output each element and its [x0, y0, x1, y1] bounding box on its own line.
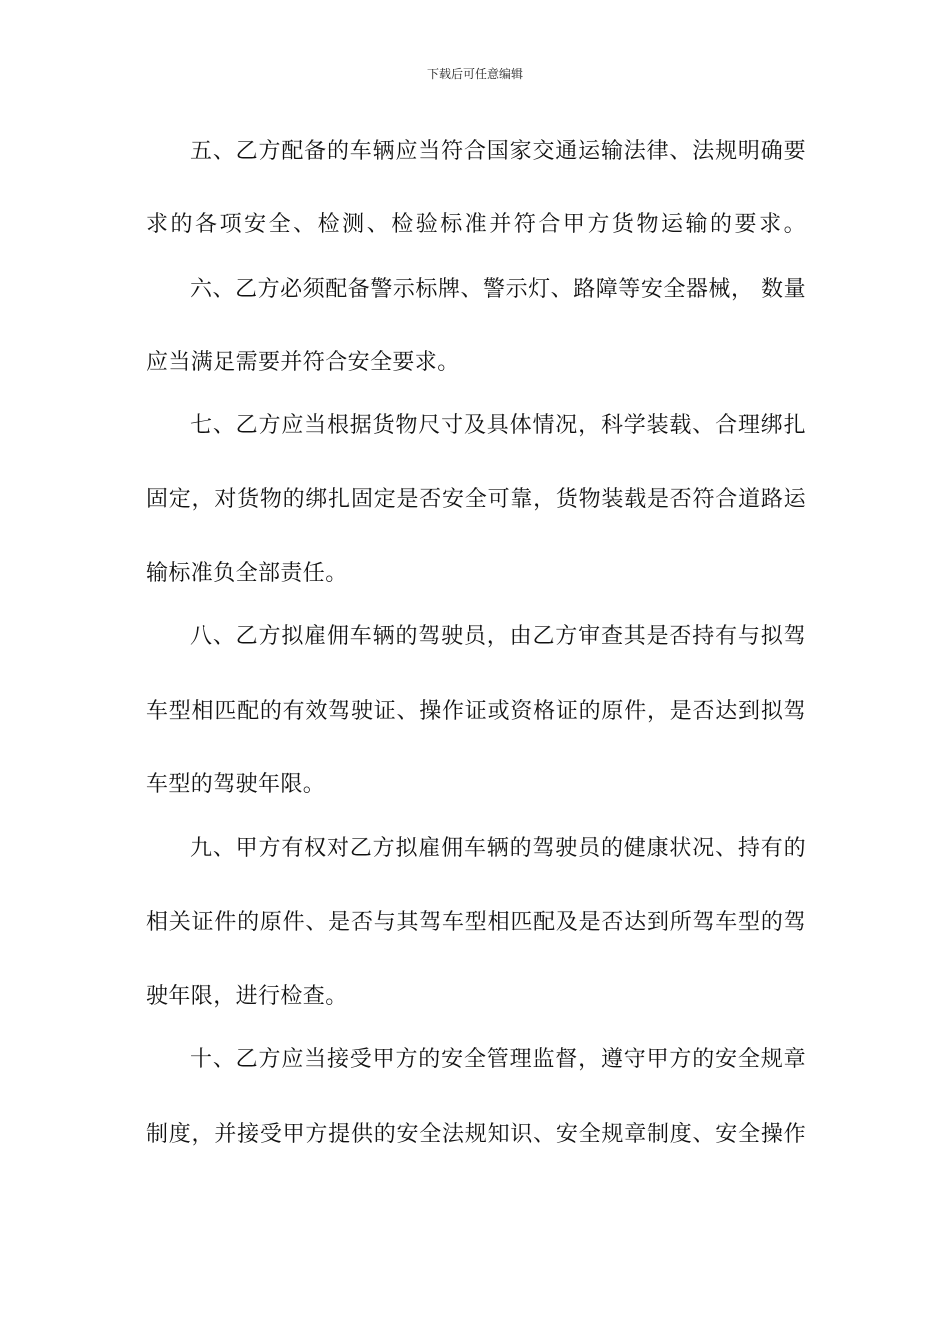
- paragraph-7-line-1: 七、乙方应当根据货物尺寸及具体情况，科学装载、合理绑扎: [190, 413, 806, 438]
- paragraph-10-line-2: 制度，并接受甲方提供的安全法规知识、安全规章制度、安全操作: [146, 1122, 806, 1147]
- header-note: 下载后可任意编辑: [426, 67, 523, 81]
- paragraph-9-line-2: 相关证件的原件、是否与其驾车型相匹配及是否达到所驾车型的驾: [146, 910, 806, 935]
- paragraph-8-line-3: 车型的驾驶年限。: [146, 772, 326, 797]
- paragraph-6-line-2: 应当满足需要并符合安全要求。: [146, 350, 460, 375]
- paragraph-8-line-2: 车型相匹配的有效驾驶证、操作证或资格证的原件，是否达到拟驾: [146, 699, 806, 724]
- paragraph-9-line-1: 九、甲方有权对乙方拟雇佣车辆的驾驶员的健康状况、持有的: [190, 836, 806, 861]
- paragraph-6-line-1: 六、乙方必须配备警示标牌、警示灯、路障等安全器械， 数量: [190, 277, 806, 302]
- paragraph-8-line-1: 八、乙方拟雇佣车辆的驾驶员，由乙方审查其是否持有与拟驾: [190, 624, 806, 649]
- paragraph-7-line-3: 输标准负全部责任。: [146, 561, 348, 586]
- paragraph-7-line-2: 固定，对货物的绑扎固定是否安全可靠，货物装载是否符合道路运: [146, 487, 806, 512]
- paragraph-9-line-3: 驶年限，进行检查。: [146, 984, 348, 1009]
- paragraph-5-line-1: 五、乙方配备的车辆应当符合国家交通运输法律、法规明确要: [190, 139, 806, 164]
- paragraph-5-line-2: 求的各项安全、检测、检验标准并符合甲方货物运输的要求。: [146, 212, 806, 237]
- paragraph-10-line-1: 十、乙方应当接受甲方的安全管理监督，遵守甲方的安全规章: [190, 1047, 806, 1072]
